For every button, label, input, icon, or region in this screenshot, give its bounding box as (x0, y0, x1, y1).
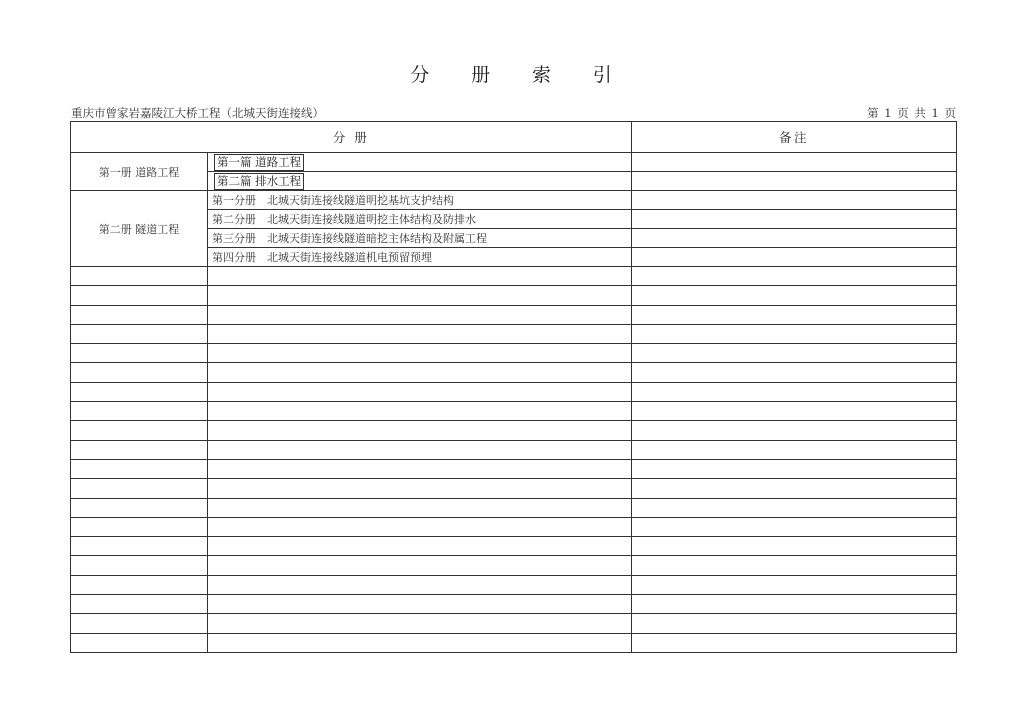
empty-cell (208, 537, 632, 556)
empty-cell (208, 382, 632, 401)
empty-cell (208, 498, 632, 517)
empty-cell (71, 402, 208, 421)
empty-cell (208, 556, 632, 575)
empty-cell (71, 479, 208, 498)
empty-row (71, 267, 957, 286)
empty-cell (208, 305, 632, 324)
volume-name: 第一册 道路工程 (71, 153, 208, 191)
empty-cell (208, 421, 632, 440)
empty-cell (208, 479, 632, 498)
empty-cell (71, 517, 208, 536)
empty-cell (71, 286, 208, 305)
empty-row (71, 402, 957, 421)
empty-cell (71, 595, 208, 614)
empty-cell (632, 575, 957, 594)
empty-row (71, 595, 957, 614)
remark-cell (632, 229, 957, 248)
part-label: 第四分册 北城天街连接线隧道机电预留预埋 (208, 248, 632, 267)
volumes-header: 分 册 (71, 122, 632, 153)
empty-cell (208, 595, 632, 614)
table-row (71, 153, 957, 172)
empty-cell (632, 537, 957, 556)
empty-cell (632, 267, 957, 286)
part-label: 第二篇 排水工程 (214, 173, 304, 190)
empty-cell (632, 402, 957, 421)
empty-cell (71, 498, 208, 517)
empty-cell (208, 459, 632, 478)
empty-row (71, 498, 957, 517)
empty-row (71, 479, 957, 498)
empty-cell (71, 633, 208, 652)
remark-cell (632, 172, 957, 191)
empty-row (71, 286, 957, 305)
empty-cell (632, 382, 957, 401)
empty-cell (208, 575, 632, 594)
empty-row (71, 382, 957, 401)
empty-cell (71, 363, 208, 382)
empty-row (71, 459, 957, 478)
empty-cell (71, 459, 208, 478)
empty-cell (208, 324, 632, 343)
blank-rows (71, 267, 957, 653)
volume-name: 第二册 隧道工程 (71, 191, 208, 267)
empty-cell (71, 267, 208, 286)
empty-cell (208, 344, 632, 363)
header-row (71, 122, 957, 153)
empty-row (71, 421, 957, 440)
empty-cell (71, 440, 208, 459)
empty-row (71, 344, 957, 363)
empty-row (71, 517, 957, 536)
remark-cell (632, 210, 957, 229)
empty-cell (632, 286, 957, 305)
empty-cell (632, 614, 957, 633)
index-table (70, 121, 957, 653)
remark-cell (632, 153, 957, 172)
empty-cell (632, 421, 957, 440)
empty-cell (71, 537, 208, 556)
empty-row (71, 614, 957, 633)
empty-cell (632, 479, 957, 498)
empty-cell (208, 286, 632, 305)
empty-cell (632, 324, 957, 343)
empty-cell (71, 421, 208, 440)
page-title: 分 册 索 引 (410, 64, 614, 86)
empty-cell (632, 556, 957, 575)
remarks-header: 备注 (632, 122, 957, 153)
empty-cell (632, 595, 957, 614)
empty-cell (632, 498, 957, 517)
empty-cell (632, 363, 957, 382)
empty-row (71, 305, 957, 324)
empty-cell (208, 614, 632, 633)
empty-cell (71, 556, 208, 575)
table-row (71, 191, 957, 210)
project-name: 重庆市曾家岩嘉陵江大桥工程（北城天街连接线） (71, 106, 324, 120)
empty-cell (208, 633, 632, 652)
empty-cell (632, 633, 957, 652)
empty-cell (632, 517, 957, 536)
part-label: 第二分册 北城天街连接线隧道明挖主体结构及防排水 (208, 210, 632, 229)
empty-cell (208, 440, 632, 459)
empty-cell (208, 363, 632, 382)
empty-cell (71, 575, 208, 594)
empty-cell (208, 402, 632, 421)
empty-cell (632, 305, 957, 324)
empty-row (71, 363, 957, 382)
empty-cell (71, 305, 208, 324)
empty-row (71, 556, 957, 575)
empty-row (71, 440, 957, 459)
empty-cell (632, 459, 957, 478)
remark-cell (632, 248, 957, 267)
part-label: 第三分册 北城天街连接线隧道暗挖主体结构及附属工程 (208, 229, 632, 248)
empty-row (71, 633, 957, 652)
empty-cell (208, 267, 632, 286)
empty-cell (71, 614, 208, 633)
empty-cell (632, 440, 957, 459)
empty-cell (208, 517, 632, 536)
empty-row (71, 575, 957, 594)
empty-cell (71, 324, 208, 343)
page-number: 第 1 页 共 1 页 (867, 106, 956, 120)
empty-cell (71, 382, 208, 401)
empty-row (71, 537, 957, 556)
part-label: 第一篇 道路工程 (214, 154, 304, 171)
empty-cell (71, 344, 208, 363)
empty-cell (632, 344, 957, 363)
part-label: 第一分册 北城天街连接线隧道明挖基坑支护结构 (208, 191, 632, 210)
remark-cell (632, 191, 957, 210)
empty-row (71, 324, 957, 343)
